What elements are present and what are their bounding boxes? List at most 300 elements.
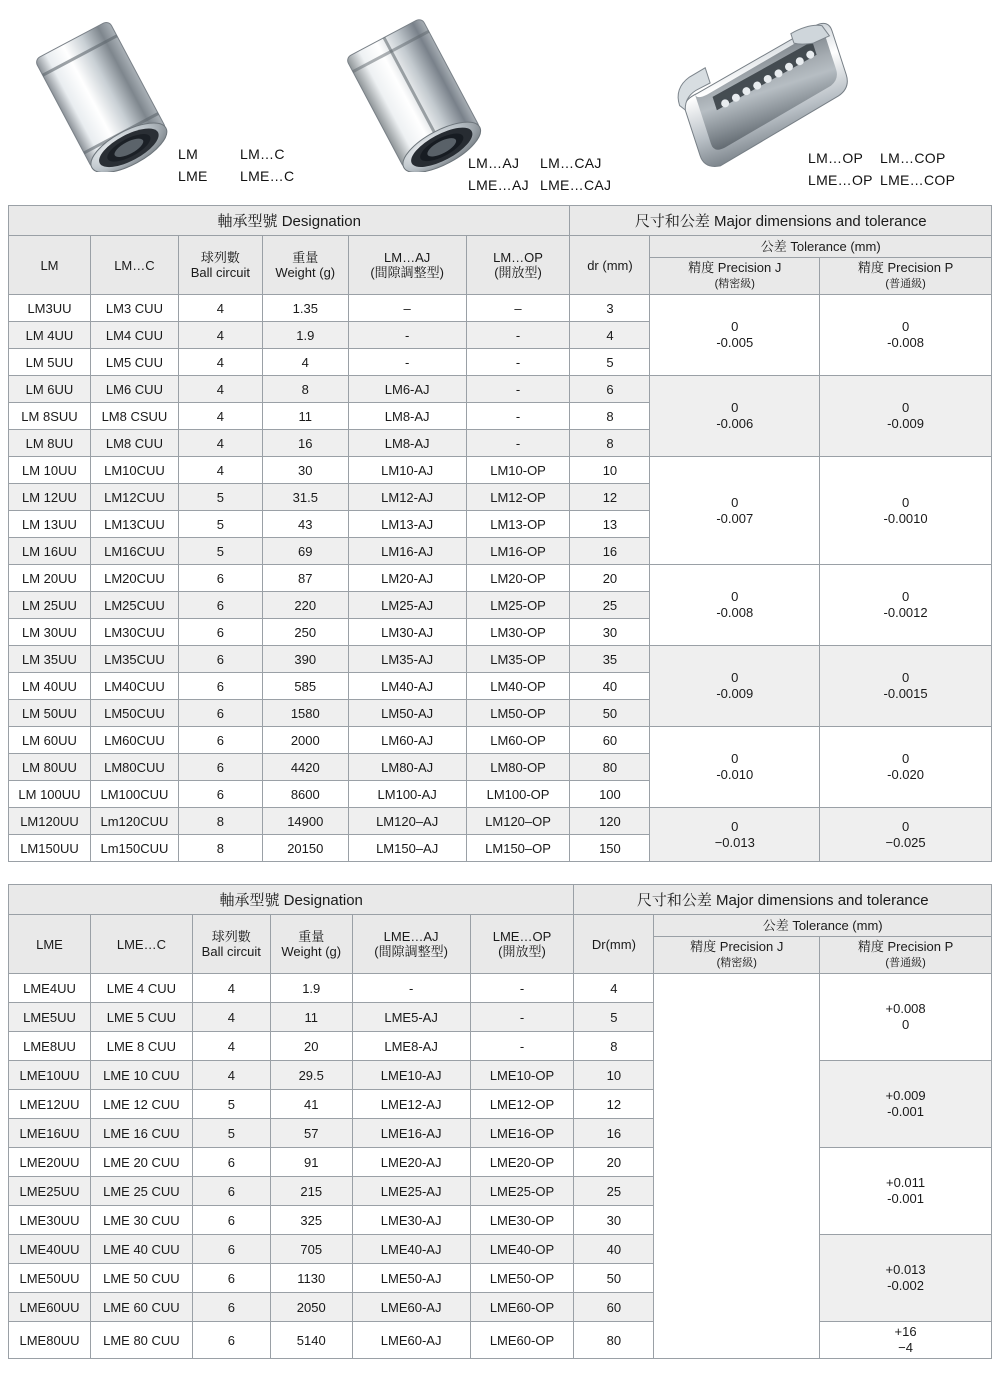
lme-cell-lmec: LME 40 CUU <box>90 1235 192 1264</box>
table2-col-op: LME…OP (開放型) <box>470 915 574 974</box>
lme-cell-ball: 6 <box>192 1264 270 1293</box>
lm-cell-dr: 8 <box>570 403 650 430</box>
lm-cell-aj: - <box>348 322 466 349</box>
table2-column-header-row <box>9 915 992 937</box>
label-lm-cop: LM…COP <box>880 150 946 166</box>
lme-cell-lmec: LME 50 CUU <box>90 1264 192 1293</box>
lme-cell-op: LME60-OP <box>470 1322 574 1359</box>
lme-cell-op: - <box>470 1032 574 1061</box>
table2-col-weight: 重量 Weight (g) <box>270 915 352 974</box>
table1-col-ball-circuit: 球列數 Ball circuit <box>178 236 262 295</box>
lm-cell-lm: LM 8UU <box>9 430 91 457</box>
lme-cell-aj: LME50-AJ <box>352 1264 470 1293</box>
lm-cell-ball: 6 <box>178 646 262 673</box>
lm-cell-lmc: LM8 CUU <box>90 430 178 457</box>
lm-cell-aj: LM120–AJ <box>348 808 466 835</box>
lm-cell-lm: LM 80UU <box>9 754 91 781</box>
lm-cell-lmc: LM80CUU <box>90 754 178 781</box>
lm-cell-precision-p: 0 -0.0015 <box>820 646 992 727</box>
lme-cell-aj: LME12-AJ <box>352 1090 470 1119</box>
lm-series-table <box>8 205 992 862</box>
lm-cell-dr: 50 <box>570 700 650 727</box>
lm-cell-aj: LM20-AJ <box>348 565 466 592</box>
lm-cell-lm: LM 10UU <box>9 457 91 484</box>
lm-cell-lmc: LM20CUU <box>90 565 178 592</box>
lm-cell-weight: 390 <box>262 646 348 673</box>
table2-col-tolerance-group: 公差 Tolerance (mm) <box>654 915 992 937</box>
table2-col-aj: LME…AJ (間隙調整型) <box>352 915 470 974</box>
lme-cell-weight: 41 <box>270 1090 352 1119</box>
lme-cell-op: LME16-OP <box>470 1119 574 1148</box>
lme-cell-ball: 6 <box>192 1148 270 1177</box>
lm-cell-op: LM100-OP <box>466 781 570 808</box>
lm-cell-aj: LM13-AJ <box>348 511 466 538</box>
lm-cell-op: LM20-OP <box>466 565 570 592</box>
lm-cell-ball: 6 <box>178 754 262 781</box>
table1-col-weight: 重量 Weight (g) <box>262 236 348 295</box>
lm-cell-lmc: LM8 CSUU <box>90 403 178 430</box>
lme-cell-lme: LME8UU <box>9 1032 91 1061</box>
lm-cell-ball: 4 <box>178 376 262 403</box>
lm-cell-weight: 8600 <box>262 781 348 808</box>
lm-cell-op: LM150–OP <box>466 835 570 862</box>
lme-cell-aj: LME30-AJ <box>352 1206 470 1235</box>
label-lm-op: LM…OP <box>808 150 864 166</box>
lme-cell-lme: LME25UU <box>9 1177 91 1206</box>
lm-cell-dr: 60 <box>570 727 650 754</box>
lme-row <box>9 1322 992 1359</box>
lme-cell-aj: LME25-AJ <box>352 1177 470 1206</box>
lm-cell-lm: LM3UU <box>9 295 91 322</box>
lm-cell-weight: 585 <box>262 673 348 700</box>
lme-cell-precision-p: +0.013 -0.002 <box>820 1235 992 1322</box>
lm-cell-weight: 4420 <box>262 754 348 781</box>
label-lme-c: LME…C <box>240 168 295 184</box>
lm-cell-weight: 220 <box>262 592 348 619</box>
table2-designation-header: 軸承型號 Designation <box>9 885 574 915</box>
lm-cell-lm: LM 40UU <box>9 673 91 700</box>
lm-cell-op: - <box>466 349 570 376</box>
lme-cell-lmec: LME 60 CUU <box>90 1293 192 1322</box>
lme-cell-weight: 91 <box>270 1148 352 1177</box>
lme-cell-op: LME10-OP <box>470 1061 574 1090</box>
lme-cell-op: LME50-OP <box>470 1264 574 1293</box>
lm-cell-lm: LM 16UU <box>9 538 91 565</box>
lme-cell-lmec: LME 30 CUU <box>90 1206 192 1235</box>
lme-cell-aj: LME40-AJ <box>352 1235 470 1264</box>
lm-cell-lmc: LM50CUU <box>90 700 178 727</box>
lm-cell-lm: LM 25UU <box>9 592 91 619</box>
table1-col-op: LM…OP (開放型) <box>466 236 570 295</box>
lm-cell-lm: LM 13UU <box>9 511 91 538</box>
lm-cell-aj: LM100-AJ <box>348 781 466 808</box>
lm-cell-weight: 8 <box>262 376 348 403</box>
lm-cell-dr: 120 <box>570 808 650 835</box>
lme-cell-lme: LME40UU <box>9 1235 91 1264</box>
lme-cell-precision-j <box>654 974 820 1359</box>
table1-column-header-row <box>9 236 992 258</box>
lme-cell-lme: LME5UU <box>9 1003 91 1032</box>
lm-cell-lm: LM 8SUU <box>9 403 91 430</box>
lm-cell-precision-j: 0 -0.010 <box>650 727 820 808</box>
lme-cell-weight: 20 <box>270 1032 352 1061</box>
label-lm-caj: LM…CAJ <box>540 155 602 171</box>
table2-col-ball-circuit: 球列數 Ball circuit <box>192 915 270 974</box>
lme-cell-weight: 1130 <box>270 1264 352 1293</box>
lm-cell-lm: LM 6UU <box>9 376 91 403</box>
image-label-group-3 <box>808 147 955 191</box>
lm-cell-op: LM13-OP <box>466 511 570 538</box>
lme-cell-ball: 5 <box>192 1090 270 1119</box>
lm-cell-precision-j: 0 -0.009 <box>650 646 820 727</box>
lm-cell-weight: 1.9 <box>262 322 348 349</box>
lme-cell-aj: LME20-AJ <box>352 1148 470 1177</box>
label-lm-aj: LM…AJ <box>468 155 520 171</box>
lm-cell-lmc: LM16CUU <box>90 538 178 565</box>
lm-row <box>9 646 992 673</box>
label-lme-caj: LME…CAJ <box>540 177 612 193</box>
lme-cell-dr: 25 <box>574 1177 654 1206</box>
lm-cell-weight: 31.5 <box>262 484 348 511</box>
bearing-image-closed <box>26 12 186 172</box>
lm-cell-lm: LM150UU <box>9 835 91 862</box>
lm-cell-aj: – <box>348 295 466 322</box>
lm-cell-aj: LM150–AJ <box>348 835 466 862</box>
lm-cell-lmc: Lm150CUU <box>90 835 178 862</box>
label-lme-op: LME…OP <box>808 172 873 188</box>
lm-cell-ball: 8 <box>178 808 262 835</box>
lm-cell-dr: 40 <box>570 673 650 700</box>
lme-cell-ball: 4 <box>192 1032 270 1061</box>
lm-cell-aj: LM35-AJ <box>348 646 466 673</box>
lme-cell-dr: 4 <box>574 974 654 1003</box>
lm-cell-weight: 69 <box>262 538 348 565</box>
lm-cell-dr: 6 <box>570 376 650 403</box>
lme-cell-dr: 20 <box>574 1148 654 1177</box>
lme-cell-precision-p: +0.009 -0.001 <box>820 1061 992 1148</box>
lme-row <box>9 974 992 1003</box>
lme-cell-lmec: LME 8 CUU <box>90 1032 192 1061</box>
lm-cell-lm: LM 60UU <box>9 727 91 754</box>
lme-cell-weight: 705 <box>270 1235 352 1264</box>
lm-cell-op: LM30-OP <box>466 619 570 646</box>
lme-cell-ball: 6 <box>192 1322 270 1359</box>
lm-cell-weight: 250 <box>262 619 348 646</box>
label-lme-cop: LME…COP <box>880 172 956 188</box>
lm-cell-dr: 80 <box>570 754 650 781</box>
label-lme-aj: LME…AJ <box>468 177 529 193</box>
lme-cell-lme: LME4UU <box>9 974 91 1003</box>
lm-cell-aj: LM8-AJ <box>348 403 466 430</box>
lm-cell-lm: LM 35UU <box>9 646 91 673</box>
lme-cell-lmec: LME 4 CUU <box>90 974 192 1003</box>
lm-cell-weight: 2000 <box>262 727 348 754</box>
table1-col-precision-p: 精度 Precision P (普通級) <box>820 258 992 295</box>
lme-cell-aj: - <box>352 974 470 1003</box>
table1-col-precision-j: 精度 Precision J (精密級) <box>650 258 820 295</box>
lm-cell-ball: 6 <box>178 673 262 700</box>
lm-cell-ball: 4 <box>178 349 262 376</box>
lme-cell-lmec: LME 16 CUU <box>90 1119 192 1148</box>
lm-cell-precision-p: 0 -0.009 <box>820 376 992 457</box>
lm-cell-lm: LM120UU <box>9 808 91 835</box>
lm-cell-op: - <box>466 430 570 457</box>
lm-row <box>9 565 992 592</box>
lm-cell-lmc: LM10CUU <box>90 457 178 484</box>
lm-cell-precision-j: 0 -0.008 <box>650 565 820 646</box>
lme-cell-lmec: LME 10 CUU <box>90 1061 192 1090</box>
lm-cell-precision-j: 0 -0.005 <box>650 295 820 376</box>
lme-cell-dr: 5 <box>574 1003 654 1032</box>
table2-col-precision-p: 精度 Precision P (普通級) <box>820 937 992 974</box>
lm-cell-aj: LM30-AJ <box>348 619 466 646</box>
lm-cell-lm: LM 100UU <box>9 781 91 808</box>
lm-cell-dr: 30 <box>570 619 650 646</box>
lme-cell-weight: 1.9 <box>270 974 352 1003</box>
lme-cell-op: - <box>470 1003 574 1032</box>
table1-col-tolerance-group: 公差 Tolerance (mm) <box>650 236 992 258</box>
lm-cell-lmc: Lm120CUU <box>90 808 178 835</box>
lm-cell-ball: 6 <box>178 727 262 754</box>
lme-cell-op: LME40-OP <box>470 1235 574 1264</box>
lme-cell-lme: LME50UU <box>9 1264 91 1293</box>
lm-cell-ball: 5 <box>178 511 262 538</box>
lm-cell-weight: 14900 <box>262 808 348 835</box>
lme-cell-lmec: LME 20 CUU <box>90 1148 192 1177</box>
lm-row <box>9 457 992 484</box>
lm-cell-dr: 3 <box>570 295 650 322</box>
table2-col-dr: Dr(mm) <box>574 915 654 974</box>
product-image-strip <box>8 0 992 205</box>
lm-cell-ball: 8 <box>178 835 262 862</box>
lme-cell-dr: 50 <box>574 1264 654 1293</box>
lme-cell-dr: 60 <box>574 1293 654 1322</box>
table2-body <box>9 974 992 1359</box>
lm-cell-lm: LM 4UU <box>9 322 91 349</box>
lme-cell-lme: LME12UU <box>9 1090 91 1119</box>
lm-cell-lmc: LM35CUU <box>90 646 178 673</box>
lm-cell-aj: LM40-AJ <box>348 673 466 700</box>
lm-cell-ball: 4 <box>178 457 262 484</box>
lm-cell-lmc: LM3 CUU <box>90 295 178 322</box>
lm-cell-weight: 20150 <box>262 835 348 862</box>
lm-cell-op: LM35-OP <box>466 646 570 673</box>
lme-cell-ball: 5 <box>192 1119 270 1148</box>
lm-cell-aj: LM60-AJ <box>348 727 466 754</box>
lme-cell-dr: 8 <box>574 1032 654 1061</box>
lme-cell-op: LME60-OP <box>470 1293 574 1322</box>
lme-cell-weight: 5140 <box>270 1322 352 1359</box>
lme-cell-aj: LME16-AJ <box>352 1119 470 1148</box>
lm-cell-precision-p: 0 -0.008 <box>820 295 992 376</box>
table1-col-aj: LM…AJ (間隙調整型) <box>348 236 466 295</box>
lm-cell-dr: 5 <box>570 349 650 376</box>
lm-cell-aj: LM80-AJ <box>348 754 466 781</box>
lm-cell-dr: 25 <box>570 592 650 619</box>
lm-cell-dr: 150 <box>570 835 650 862</box>
lme-cell-ball: 4 <box>192 1061 270 1090</box>
lm-cell-lmc: LM40CUU <box>90 673 178 700</box>
lm-cell-aj: - <box>348 349 466 376</box>
lm-cell-op: LM60-OP <box>466 727 570 754</box>
lm-cell-op: LM50-OP <box>466 700 570 727</box>
lme-cell-weight: 29.5 <box>270 1061 352 1090</box>
lm-cell-op: LM16-OP <box>466 538 570 565</box>
lm-cell-lmc: LM60CUU <box>90 727 178 754</box>
lme-cell-op: LME12-OP <box>470 1090 574 1119</box>
lm-cell-dr: 35 <box>570 646 650 673</box>
label-lme: LME <box>178 168 208 184</box>
table1-col-dr: dr (mm) <box>570 236 650 295</box>
lm-cell-dr: 8 <box>570 430 650 457</box>
table1-col-lmc: LM…C <box>90 236 178 295</box>
lm-cell-op: LM12-OP <box>466 484 570 511</box>
lm-cell-dr: 16 <box>570 538 650 565</box>
lm-cell-lmc: LM5 CUU <box>90 349 178 376</box>
lme-series-table <box>8 884 992 1359</box>
lme-cell-precision-p: +16 −4 <box>820 1322 992 1359</box>
lm-cell-op: LM10-OP <box>466 457 570 484</box>
lm-cell-lm: LM 5UU <box>9 349 91 376</box>
image-label-group-2 <box>468 152 611 196</box>
lm-cell-aj: LM12-AJ <box>348 484 466 511</box>
label-lm: LM <box>178 146 199 162</box>
table2-col-lmec: LME…C <box>90 915 192 974</box>
lm-cell-weight: 16 <box>262 430 348 457</box>
lm-row <box>9 376 992 403</box>
lme-cell-dr: 12 <box>574 1090 654 1119</box>
table2-dimensions-header: 尺寸和公差 Major dimensions and tolerance <box>574 885 992 915</box>
lm-cell-precision-j: 0 -0.006 <box>650 376 820 457</box>
lm-cell-aj: LM50-AJ <box>348 700 466 727</box>
lme-cell-weight: 215 <box>270 1177 352 1206</box>
lm-cell-precision-j: 0 −0.013 <box>650 808 820 862</box>
lm-cell-ball: 6 <box>178 619 262 646</box>
lm-cell-dr: 13 <box>570 511 650 538</box>
lm-cell-precision-p: 0 -0.0012 <box>820 565 992 646</box>
lm-cell-lm: LM 50UU <box>9 700 91 727</box>
lm-cell-op: - <box>466 376 570 403</box>
lm-cell-dr: 10 <box>570 457 650 484</box>
lme-cell-lmec: LME 80 CUU <box>90 1322 192 1359</box>
lm-cell-precision-p: 0 -0.0010 <box>820 457 992 565</box>
lm-cell-ball: 4 <box>178 430 262 457</box>
table2-col-precision-j: 精度 Precision J (精密級) <box>654 937 820 974</box>
lme-cell-ball: 6 <box>192 1235 270 1264</box>
lm-cell-lmc: LM12CUU <box>90 484 178 511</box>
lm-cell-lmc: LM13CUU <box>90 511 178 538</box>
lme-cell-lme: LME60UU <box>9 1293 91 1322</box>
table1-group-header-row <box>9 206 992 236</box>
lme-row <box>9 1148 992 1177</box>
lm-cell-ball: 5 <box>178 484 262 511</box>
lme-cell-dr: 10 <box>574 1061 654 1090</box>
lme-cell-ball: 4 <box>192 974 270 1003</box>
lme-cell-op: LME25-OP <box>470 1177 574 1206</box>
lm-cell-op: - <box>466 322 570 349</box>
lm-cell-weight: 1.35 <box>262 295 348 322</box>
table1-designation-header: 軸承型號 Designation <box>9 206 570 236</box>
lme-cell-aj: LME60-AJ <box>352 1293 470 1322</box>
lme-cell-lmec: LME 12 CUU <box>90 1090 192 1119</box>
table1-col-lm: LM <box>9 236 91 295</box>
lme-cell-aj: LME5-AJ <box>352 1003 470 1032</box>
lme-cell-aj: LME10-AJ <box>352 1061 470 1090</box>
lm-cell-op: LM120–OP <box>466 808 570 835</box>
lm-cell-precision-p: 0 −0.025 <box>820 808 992 862</box>
lme-cell-weight: 57 <box>270 1119 352 1148</box>
lm-cell-ball: 6 <box>178 700 262 727</box>
lme-cell-lme: LME30UU <box>9 1206 91 1235</box>
lme-cell-lme: LME10UU <box>9 1061 91 1090</box>
bearing-image-adjustable <box>338 12 498 172</box>
lme-cell-dr: 16 <box>574 1119 654 1148</box>
label-lm-c: LM…C <box>240 146 285 162</box>
lme-cell-precision-p: +0.011 -0.001 <box>820 1148 992 1235</box>
lm-cell-lmc: LM100CUU <box>90 781 178 808</box>
lm-cell-dr: 100 <box>570 781 650 808</box>
lm-cell-ball: 6 <box>178 781 262 808</box>
lm-cell-aj: LM16-AJ <box>348 538 466 565</box>
lm-cell-precision-j: 0 -0.007 <box>650 457 820 565</box>
table2-group-header-row <box>9 885 992 915</box>
lm-cell-op: - <box>466 403 570 430</box>
lm-cell-lmc: LM25CUU <box>90 592 178 619</box>
lm-cell-dr: 20 <box>570 565 650 592</box>
lme-cell-op: LME30-OP <box>470 1206 574 1235</box>
lm-cell-lmc: LM6 CUU <box>90 376 178 403</box>
lm-cell-ball: 5 <box>178 538 262 565</box>
lm-cell-precision-p: 0 -0.020 <box>820 727 992 808</box>
lm-cell-weight: 30 <box>262 457 348 484</box>
lm-row <box>9 295 992 322</box>
lme-cell-weight: 325 <box>270 1206 352 1235</box>
lme-cell-dr: 30 <box>574 1206 654 1235</box>
lme-cell-lme: LME20UU <box>9 1148 91 1177</box>
lme-cell-lmec: LME 25 CUU <box>90 1177 192 1206</box>
lm-cell-weight: 4 <box>262 349 348 376</box>
lme-cell-precision-p: +0.008 0 <box>820 974 992 1061</box>
lm-cell-lm: LM 20UU <box>9 565 91 592</box>
lm-cell-lmc: LM4 CUU <box>90 322 178 349</box>
lm-cell-ball: 4 <box>178 295 262 322</box>
lm-cell-weight: 1580 <box>262 700 348 727</box>
lm-cell-weight: 87 <box>262 565 348 592</box>
lm-cell-op: LM25-OP <box>466 592 570 619</box>
lm-cell-ball: 4 <box>178 403 262 430</box>
lme-cell-ball: 4 <box>192 1003 270 1032</box>
lm-cell-op: – <box>466 295 570 322</box>
lm-cell-weight: 11 <box>262 403 348 430</box>
lm-cell-dr: 12 <box>570 484 650 511</box>
image-label-group-1 <box>178 143 294 187</box>
lm-cell-lmc: LM30CUU <box>90 619 178 646</box>
lm-cell-ball: 4 <box>178 322 262 349</box>
lm-cell-dr: 4 <box>570 322 650 349</box>
lm-cell-weight: 43 <box>262 511 348 538</box>
table1-body <box>9 295 992 862</box>
lm-cell-lm: LM 30UU <box>9 619 91 646</box>
lm-cell-aj: LM10-AJ <box>348 457 466 484</box>
lm-cell-aj: LM25-AJ <box>348 592 466 619</box>
table1-dimensions-header: 尺寸和公差 Major dimensions and tolerance <box>570 206 992 236</box>
lme-cell-ball: 6 <box>192 1177 270 1206</box>
lme-cell-dr: 80 <box>574 1322 654 1359</box>
lm-cell-ball: 6 <box>178 565 262 592</box>
lme-cell-op: - <box>470 974 574 1003</box>
lm-cell-op: LM80-OP <box>466 754 570 781</box>
lm-row <box>9 808 992 835</box>
